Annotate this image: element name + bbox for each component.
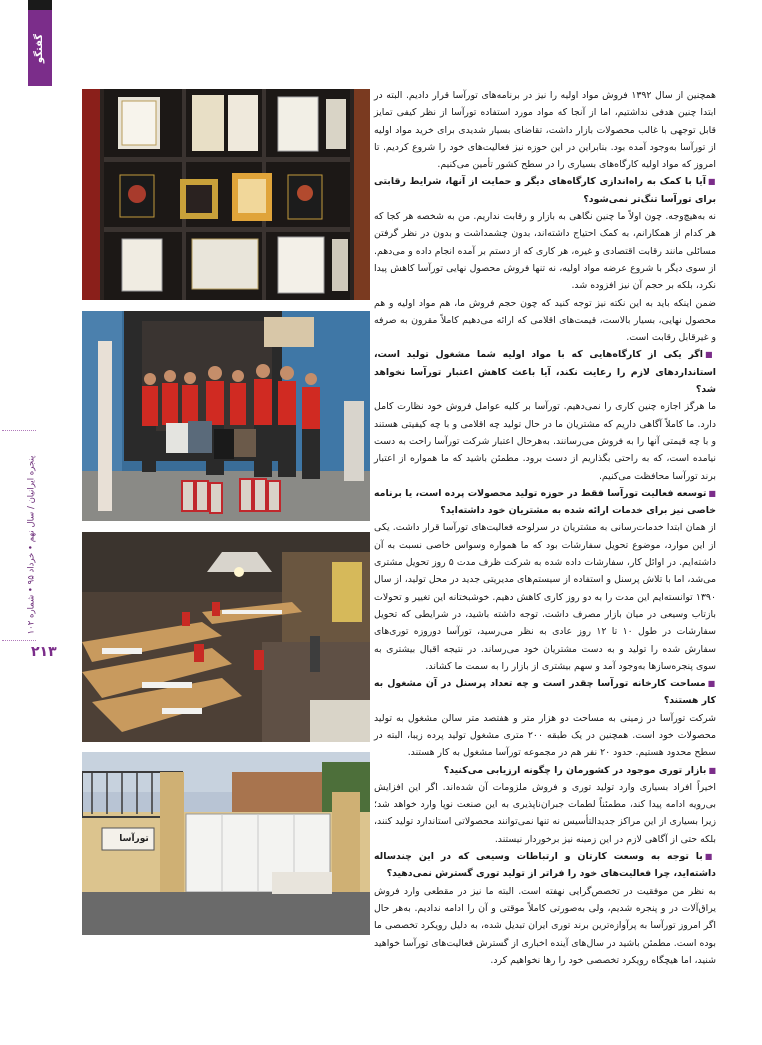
interview-question: ■ با توجه به وسعت کارتان و ارتباطات وسیعی که در این چندساله داشته‌اید، چرا فعالیت‌های خود را فراتر از تولید توری گسترش نمی‌دهید؟ <box>374 848 716 883</box>
interview-question: ■ مساحت کارخانه تورآسا چقدر است و چه تعداد پرسنل در آن مشغول به کار هستند؟ <box>374 675 716 710</box>
section-tab-label: گفتگو <box>34 33 46 63</box>
photo-staff-group <box>82 311 370 521</box>
interview-question: ■ اگر یکی از کارگاه‌هایی که با مواد اولیه شما مشغول تولید است، استانداردهای لازم را رعایت نکند، آیا باعث کاهش اعتبار تورآسا نخواهد شد؟ <box>374 346 716 398</box>
photo-workshop <box>82 532 370 742</box>
article-paragraph: همچنین از سال ۱۳۹۲ فروش مواد اولیه را نیز در برنامه‌های تورآسا قرار دادیم. البته در ابتدا چنین هدفی نداشتیم، اما از آنجا که مواد مورد استفاده تورآسا از نظر کیفی تمایز قابل توجهی با غالب محصولات بازار داشت، تقاضای بسیار شدیدی برای خرید مواد اولیه از تورآسا به‌وجود آمده بود. بنابراین در این حوزه نیز فعالیت‌های خود را شروع کردیم. تا امروز که مواد اولیه کارگاه‌های بسیاری را در سطح کشور تأمین می‌کنیم. <box>374 90 717 171</box>
page-number: ۲۱۳ <box>31 644 57 660</box>
article-paragraph: ما هرگز اجازه چنین کاری را نمی‌دهیم. تورآسا بر کلیه عوامل فروش خود نظارت کامل دارد. ما کاملاً آگاهی داریم که مشتریان ما در حال تولید چه اقلامی و با چه کیفیتی هستند و با چه قیمتی آنها را به فروش می‌رسانند. به‌هرحال اعتبار شرکت تورآسا راحت به دست نیامده است، که به راحتی بگذاریم از دست برود. مطمئن باشید که ما همواره از اعتبار برند تورآسا محافظت می‌کنیم. <box>374 401 716 482</box>
dotted-divider <box>2 430 36 431</box>
entrance-sign-text: تورآسا <box>119 834 149 844</box>
interview-question: ■ آیا با کمک به راه‌اندازی کارگاه‌های دیگر و حمایت از آنها، شرایط رقابتی برای تورآسا تنگ‌تر نمی‌شود؟ <box>374 173 716 208</box>
interview-question: ■ بازار توری موجود در کشورمان را چگونه ارزیابی می‌کنید؟ <box>374 762 716 779</box>
article-paragraph: شرکت تورآسا در زمینی به مساحت دو هزار متر و هفتصد متر سالن مشغول به تولید محصولات خود است. همچنین در یک طبقه ۲۰۰ متری مشغول تولید پرده زیبا، البته در سطح محدود هستیم. حدود ۲۰ نفر هم در مجموعه تورآسا مشغول به کار هستند. <box>374 712 716 759</box>
section-tab <box>28 10 52 86</box>
magazine-info-text: پنجره ایرانیان / سال نهم • خرداد ۹۵ • شماره ۱۰۲ <box>26 455 37 635</box>
article-paragraph: نه به‌هیچ‌وجه. چون اولاً ما چنین نگاهی به بازار و رقابت نداریم. من به شخصه هر کجا که هر کدام از همکارانم، به کمک احتیاج داشته‌اند، بدون چشمداشت و بدون در نظر گرفتن مسائلی مانند رقابت اقتصادی و غیره، هر کاری که از دستم بر آمده انجام داده و می‌دهم. از سوی دیگر با شروع عرضه مواد اولیه، نه تنها فروش محصول نهایی تورآسا کاهش پیدا نکرد، بلکه بر حجم آن نیز افزوده شد. <box>374 211 716 292</box>
article-paragraph: ضمن اینکه باید به این نکته نیز توجه کنید که چون حجم فروش ما، هم مواد اولیه و هم محصول نهایی، بسیار بالاست، قیمت‌های اقلامی که ارائه می‌دهیم کاملاً مقرون به صرفه و غیرقابل رقابت است. <box>374 297 716 344</box>
dotted-divider <box>2 640 36 641</box>
article-paragraph: به نظر من موفقیت در تخصص‌گرایی نهفته است. البته ما نیز در مقطعی وارد فروش یراق‌آلات در و پنجره شدیم، ولی به‌صورتی کاملاً موقتی و آن را ادامه ندادیم. به‌هر حال اگر امروز تورآسا به پرآوازه‌ترین برند توری ایران تبدیل شده، به دلیل رویکرد تخصصی ما بوده است. مطمئن باشید در سال‌های آینده اخباری از گسترش فعالیت‌های تورآسا خواهید شنید، اما هیچگاه رویکرد تخصصی خود را رها نخواهیم کرد. <box>374 885 716 966</box>
magazine-info <box>20 440 42 650</box>
photo-certificates <box>82 89 370 300</box>
article-paragraph: از همان ابتدا خدمات‌رسانی به مشتریان در سرلوحه فعالیت‌های تورآسا قرار داشت. یکی از این موارد، موضوع تحویل سفارشات بود که ما همواره وسواس خاصی نسبت به آن داشته‌ایم. در اوائل کار، سفارشات داده شده به شرکت ظرف مدت ۵ روز تحویل مشتری می‌شد، اما با تلاش پرسنل و استفاده از سیستم‌های مدیریتی جدید در محل تولید، از سال ۱۳۹۰ توانسته‌ایم این مدت را به دو روز کاری کاهش دهیم. خوشبختانه این تغییر و تحولات بازتاب وسیعی در میان بازار مصرف داشت. توجه داشته باشید، در شرایطی که تحویل سفارشات در طول ۱۰ تا ۱۲ روز عادی به نظر می‌رسید، تورآسا دوروزه توری‌های سفارش شده را تولید و به دست مشتریان خود می‌رساند. در نتیجه اقبال بیشتری به سوی پنجره‌سازها به‌وجود آمد و سهم بیشتری از بازار را به سمت ما کشاند. <box>374 522 716 672</box>
interview-question: ■ توسعه فعالیت تورآسا فقط در حوزه تولید محصولات پرده است، یا برنامه خاصی نیز برای خدمات ارائه شده به مشتریان خود داشته‌اید؟ <box>374 485 716 520</box>
article-column <box>374 87 716 969</box>
article-paragraph: اخیراً افراد بسیاری وارد تولید توری و فروش ملزومات آن شده‌اند. اگر این افزایش بی‌رویه ادامه پیدا کند، مطمئناً لطمات جبران‌ناپذیری به این صنعت نوپا وارد خواهد شد؛ زیرا بسیاری از این مراکز جدیدالتأسیس نه تنها نمی‌توانند محصولاتی استاندارد تولید کنند، بلکه حتی از آگاهی لازم در این زمینه نیز برخوردار نیستند. <box>374 781 716 845</box>
top-bar <box>28 0 52 10</box>
